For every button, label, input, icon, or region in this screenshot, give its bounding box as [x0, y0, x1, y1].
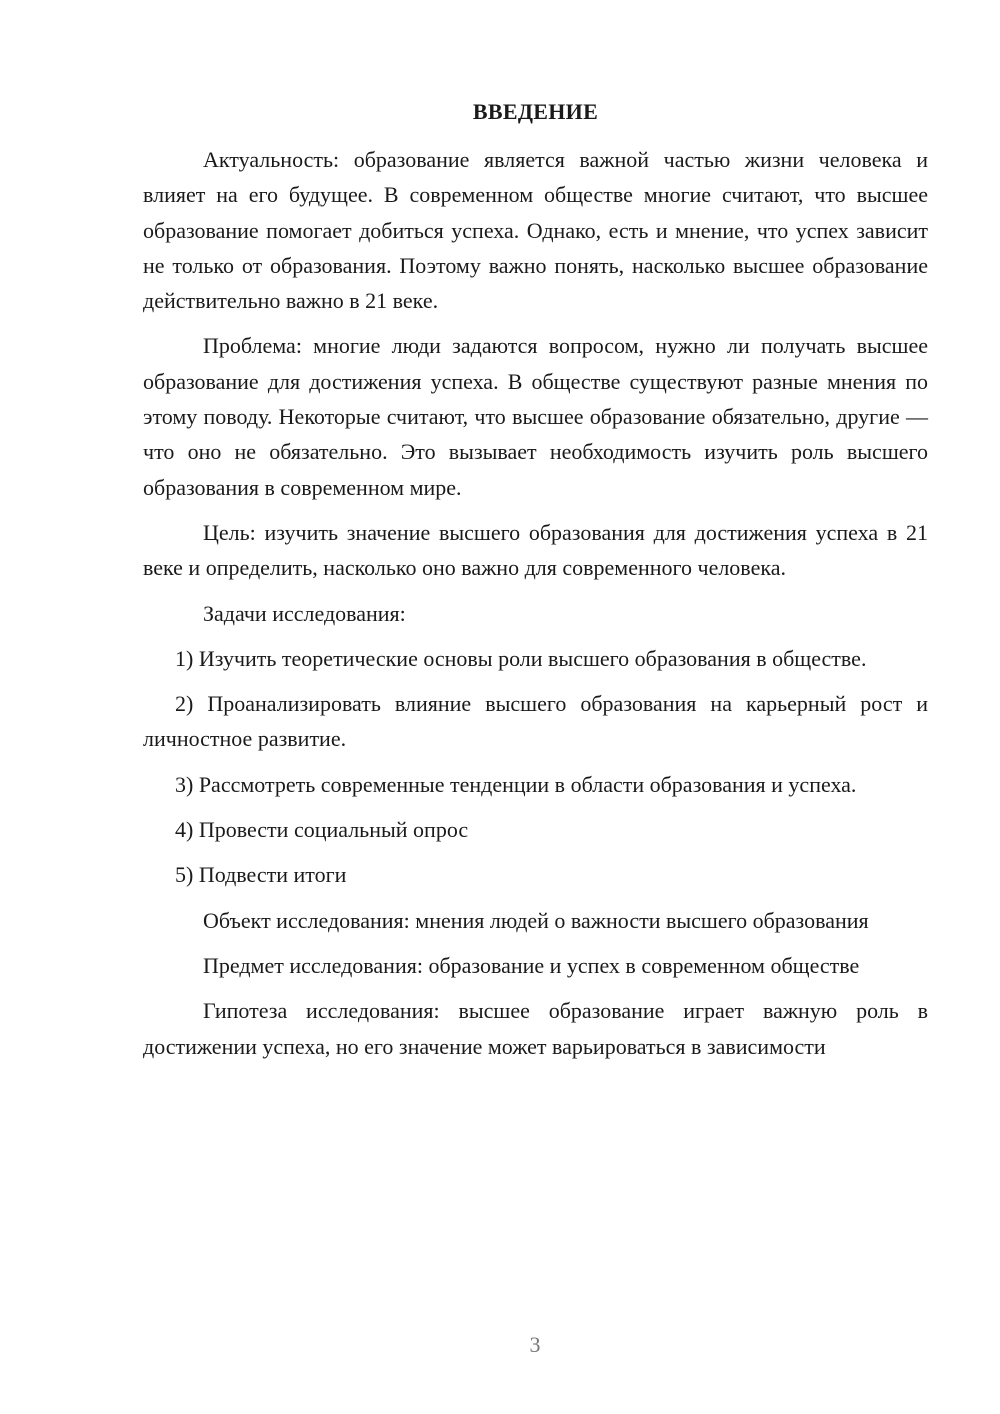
paragraph-problem: Проблема: многие люди задаются вопросом, нужно ли получать высшее образование для достижения успеха. В обществе существуют разные мнения по этому поводу. Некоторые считают, что высшее образование обязательно, другие — что оно не обязательно. Это вызывает необходимость изучить роль высшего образования в современном мире.	[143, 333, 928, 500]
task-item-5: 5) Подвести итоги	[175, 862, 347, 888]
task-item-2: 2) Проанализировать влияние высшего образования на карьерный рост и личностное развитие.	[143, 691, 928, 752]
paragraph-hypothesis: Гипотеза исследования: высшее образование играет важную роль в достижении успеха, но его значение может варьироваться в зависимости	[143, 998, 928, 1059]
paragraph-subject: Предмет исследования: образование и успех в современном обществе	[203, 952, 860, 978]
paragraph-relevance: Актуальность: образование является важной частью жизни человека и влияет на его будущее. В современном обществе многие считают, что высшее образование помогает добиться успеха. Однако, есть и мнение, что успех зависит не только от образования. Поэтому важно понять, насколько высшее образование действительно важно в 21 веке.	[143, 147, 928, 314]
paragraph-object: Объект исследования: мнения людей о важности высшего образования	[203, 907, 869, 933]
task-item-1: 1) Изучить теоретические основы роли высшего образования в обществе.	[175, 645, 867, 671]
paragraph-tasks-heading: Задачи исследования:	[203, 600, 406, 626]
page-content	[143, 94, 928, 1074]
page-number: 3	[529, 1332, 541, 1357]
paragraph-goal: Цель: изучить значение высшего образования для достижения успеха в 21 веке и определить, насколько оно важно для современного человека.	[143, 519, 928, 581]
task-item-4: 4) Провести социальный опрос	[175, 817, 469, 843]
page-title: ВВЕДЕНИЕ	[472, 99, 599, 124]
task-item-3: 3) Рассмотреть современные тенденции в области образования и успеха.	[175, 771, 857, 797]
